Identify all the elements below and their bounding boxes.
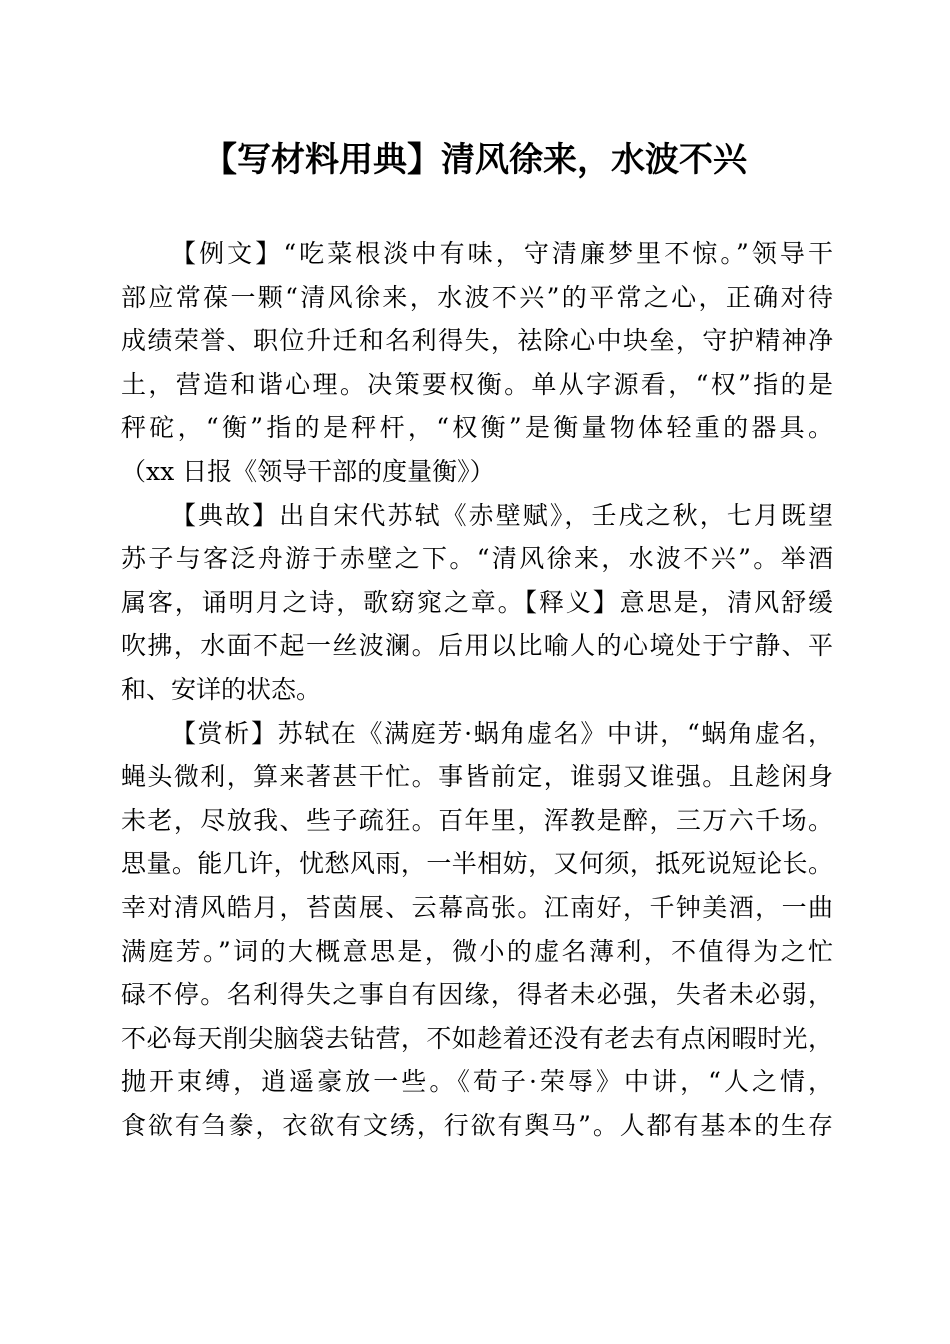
paragraph-3-line-6: 满庭芳。”词的大概意思是，微小的虚名薄利，不值得为之忙 bbox=[121, 936, 833, 966]
paragraph-1-line-2: 部应常葆一颗“清风徐来，水波不兴”的平常之心，正确对待 bbox=[121, 282, 833, 312]
paragraph-3-line-10: 食欲有刍豢，衣欲有文绣，行欲有舆马”。人都有基本的生存 bbox=[121, 1110, 833, 1140]
paragraph-2-line-5: 和、安详的状态。 bbox=[121, 674, 322, 704]
paragraph-2-line-4: 吹拂，水面不起一丝波澜。后用以比喻人的心境处于宁静、平 bbox=[121, 631, 833, 661]
paragraph-3-line-8: 不必每天削尖脑袋去钻营，不如趁着还没有老去有点闲暇时光， bbox=[121, 1023, 833, 1053]
paragraph-3-line-1: 【赏析】苏轼在《满庭芳·蜗角虚名》中讲，“蜗角虚名， bbox=[171, 718, 833, 748]
paragraph-2-line-2: 苏子与客泛舟游于赤壁之下。“清风徐来，水波不兴”。举酒 bbox=[121, 544, 833, 574]
paragraph-1-line-1: 【例文】“吃菜根淡中有味，守清廉梦里不惊。”领导干 bbox=[171, 239, 833, 268]
paragraph-3-line-3: 未老，尽放我、些子疏狂。百年里，浑教是醉，三万六千场。 bbox=[121, 805, 833, 835]
paragraph-3-line-9: 抛开束缚，逍遥豪放一些。《荀子·荣辱》中讲，“人之情， bbox=[121, 1067, 833, 1097]
paragraph-2-line-1: 【典故】出自宋代苏轼《赤壁赋》，壬戌之秋，七月既望 bbox=[171, 500, 833, 530]
paragraph-1-line-5: 秤砣，“衡”指的是秤杆，“权衡”是衡量物体轻重的器具。 bbox=[121, 413, 833, 443]
document-title: 【写材料用典】清风徐来，水波不兴 bbox=[203, 140, 747, 180]
paragraph-3-line-5: 幸对清风皓月，苔茵展、云幕高张。江南好，千钟美酒，一曲 bbox=[121, 892, 833, 922]
paragraph-1-line-6: （xx 日报《领导干部的度量衡》） bbox=[121, 456, 495, 486]
paragraph-1-line-3: 成绩荣誉、职位升迁和名利得失，祛除心中块垒，守护精神净 bbox=[121, 326, 833, 356]
paragraph-3-line-2: 蝇头微利，算来著甚干忙。事皆前定，谁弱又谁强。且趁闲身 bbox=[121, 762, 833, 792]
paragraph-1-line-4: 土，营造和谐心理。决策要权衡。单从字源看，“权”指的是 bbox=[121, 369, 833, 399]
document-body bbox=[121, 232, 833, 1147]
paragraph-3-line-4: 思量。能几许，忧愁风雨，一半相妨，又何须，抵死说短论长。 bbox=[121, 849, 833, 879]
paragraph-2-line-3: 属客，诵明月之诗，歌窈窕之章。【释义】意思是，清风舒缓 bbox=[121, 587, 833, 617]
paragraph-3-line-7: 碌不停。名利得失之事自有因缘，得者未必强，失者未必弱， bbox=[121, 980, 833, 1010]
